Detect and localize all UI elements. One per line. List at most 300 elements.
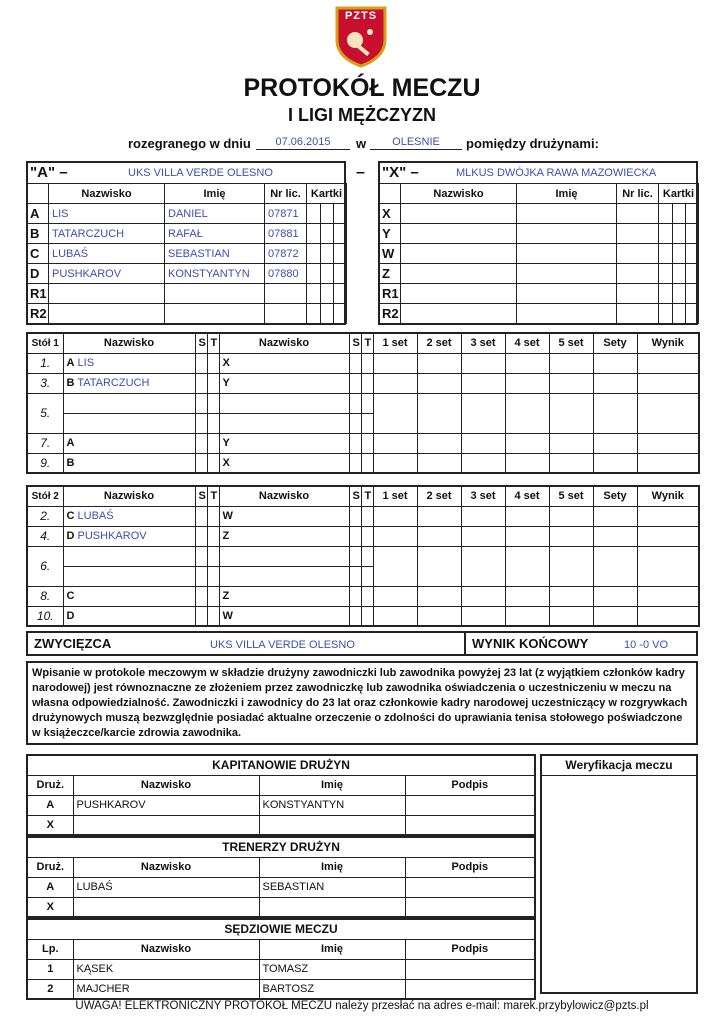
player-a-code[interactable]: B bbox=[63, 453, 195, 473]
result-cell[interactable] bbox=[637, 546, 699, 586]
sets-cell[interactable] bbox=[593, 526, 637, 546]
result-cell[interactable] bbox=[637, 453, 699, 473]
doubles-row bbox=[27, 393, 699, 413]
set-cell[interactable] bbox=[417, 506, 461, 526]
player-name[interactable]: SEBASTIAN bbox=[165, 244, 265, 264]
set-cell[interactable] bbox=[461, 453, 505, 473]
card-cell[interactable] bbox=[321, 264, 334, 284]
player-name[interactable]: KONSTYANTYN bbox=[165, 264, 265, 284]
set-cell[interactable] bbox=[505, 526, 549, 546]
captain-name[interactable]: KONSTYANTYN bbox=[259, 795, 405, 815]
t-cell[interactable] bbox=[361, 453, 373, 473]
result-cell[interactable] bbox=[637, 606, 699, 626]
card-cell[interactable] bbox=[307, 304, 321, 324]
coach-name[interactable] bbox=[259, 897, 405, 917]
result-cell[interactable] bbox=[637, 353, 699, 373]
player-a-cell[interactable] bbox=[63, 413, 195, 433]
team-code: A bbox=[27, 795, 73, 815]
card-cell[interactable] bbox=[334, 244, 347, 264]
t-cell[interactable] bbox=[207, 606, 219, 626]
set-cell[interactable] bbox=[373, 606, 417, 626]
s-cell[interactable] bbox=[349, 526, 361, 546]
team-x-row bbox=[379, 284, 699, 304]
s-cell[interactable] bbox=[349, 413, 361, 433]
s-cell[interactable] bbox=[195, 546, 207, 566]
set-cell[interactable] bbox=[461, 373, 505, 393]
captain-row bbox=[27, 815, 535, 835]
team-x-box bbox=[378, 161, 698, 325]
player-license[interactable] bbox=[617, 224, 659, 244]
player-x-code[interactable]: Z bbox=[219, 526, 349, 546]
player-surname[interactable]: LIS bbox=[49, 204, 165, 224]
player-x-code[interactable]: X bbox=[219, 353, 349, 373]
set-cell[interactable] bbox=[505, 393, 549, 433]
match-row bbox=[27, 526, 699, 546]
player-license[interactable] bbox=[617, 284, 659, 304]
s-cell[interactable] bbox=[195, 453, 207, 473]
final-result-value[interactable]: 10 -0 VO bbox=[624, 639, 669, 651]
col-surname-x: Nazwisko bbox=[219, 333, 349, 353]
captain-surname[interactable] bbox=[73, 815, 259, 835]
player-surname[interactable] bbox=[401, 204, 517, 224]
t-cell[interactable] bbox=[361, 393, 373, 413]
result-cell[interactable] bbox=[637, 373, 699, 393]
team-x-row bbox=[379, 244, 699, 264]
s-cell[interactable] bbox=[195, 566, 207, 586]
player-code: W bbox=[379, 244, 401, 264]
set-cell[interactable] bbox=[373, 546, 417, 586]
team-x-table bbox=[378, 183, 699, 324]
s-cell[interactable] bbox=[349, 453, 361, 473]
player-surname[interactable] bbox=[401, 244, 517, 264]
s-cell[interactable] bbox=[195, 373, 207, 393]
sets-cell[interactable] bbox=[593, 546, 637, 586]
s-cell[interactable] bbox=[195, 433, 207, 453]
player-surname[interactable] bbox=[401, 304, 517, 324]
t-cell[interactable] bbox=[207, 506, 219, 526]
referees-header bbox=[27, 939, 535, 959]
team-x-row bbox=[379, 204, 699, 224]
player-x-code[interactable]: Z bbox=[219, 586, 349, 606]
s-cell[interactable] bbox=[195, 393, 207, 413]
t-cell[interactable] bbox=[361, 526, 373, 546]
s-cell[interactable] bbox=[195, 586, 207, 606]
result-cell[interactable] bbox=[637, 506, 699, 526]
set-cell[interactable] bbox=[549, 353, 593, 373]
player-license[interactable] bbox=[617, 304, 659, 324]
player-a-name: LUBAŚ bbox=[77, 510, 114, 522]
col-set5: 5 set bbox=[549, 486, 593, 506]
t-cell[interactable] bbox=[207, 373, 219, 393]
player-a-cell[interactable] bbox=[63, 546, 195, 566]
team-a-row bbox=[27, 304, 347, 324]
col-team: Druż. bbox=[27, 857, 73, 877]
t-cell[interactable] bbox=[361, 566, 373, 586]
place-value: OLESNIE bbox=[392, 136, 440, 148]
captain-row bbox=[27, 795, 535, 815]
player-x-cell[interactable] bbox=[219, 546, 349, 566]
set-cell[interactable] bbox=[417, 606, 461, 626]
match-row bbox=[27, 453, 699, 473]
coach-name[interactable]: SEBASTIAN bbox=[259, 877, 405, 897]
coach-surname[interactable]: LUBAŚ bbox=[73, 877, 259, 897]
player-name[interactable] bbox=[517, 224, 617, 244]
sets-cell[interactable] bbox=[593, 373, 637, 393]
s-cell[interactable] bbox=[349, 566, 361, 586]
player-license[interactable] bbox=[265, 304, 307, 324]
player-surname[interactable]: LUBAŚ bbox=[49, 244, 165, 264]
col-surname: Nazwisko bbox=[49, 184, 165, 204]
set-cell[interactable] bbox=[373, 373, 417, 393]
signature-cell[interactable] bbox=[405, 815, 535, 835]
captain-name[interactable] bbox=[259, 815, 405, 835]
t-cell[interactable] bbox=[361, 373, 373, 393]
set-cell[interactable] bbox=[505, 546, 549, 586]
notice-box bbox=[26, 661, 698, 745]
card-cell[interactable] bbox=[686, 304, 699, 324]
card-cell[interactable] bbox=[321, 244, 334, 264]
s-cell[interactable] bbox=[195, 506, 207, 526]
col-license: Nr lic. bbox=[265, 184, 307, 204]
player-surname[interactable] bbox=[401, 264, 517, 284]
card-cell[interactable] bbox=[673, 264, 686, 284]
player-a-code: B bbox=[66, 377, 75, 389]
card-cell[interactable] bbox=[659, 244, 673, 264]
set-cell[interactable] bbox=[549, 506, 593, 526]
signature-cell[interactable] bbox=[405, 897, 535, 917]
set-cell[interactable] bbox=[461, 393, 505, 433]
team-a-name[interactable]: UKS VILLA VERDE OLESNO bbox=[128, 167, 273, 179]
page-subtitle: I LIGI MĘŻCZYZN bbox=[288, 105, 436, 125]
set-cell[interactable] bbox=[461, 433, 505, 453]
captain-surname[interactable]: PUSHKAROV bbox=[73, 795, 259, 815]
coach-surname[interactable] bbox=[73, 897, 259, 917]
player-a-cell[interactable] bbox=[63, 526, 195, 546]
player-a-cell[interactable] bbox=[63, 506, 195, 526]
winner-box bbox=[26, 631, 698, 656]
card-cell[interactable] bbox=[659, 264, 673, 284]
referee-row bbox=[27, 959, 535, 979]
s-cell[interactable] bbox=[349, 433, 361, 453]
t-cell[interactable] bbox=[207, 393, 219, 413]
table1-matches bbox=[26, 332, 700, 474]
s-cell[interactable] bbox=[195, 413, 207, 433]
set-cell[interactable] bbox=[461, 526, 505, 546]
player-license[interactable]: 07881 bbox=[265, 224, 307, 244]
card-cell[interactable] bbox=[686, 284, 699, 304]
signature-cell[interactable] bbox=[405, 877, 535, 897]
date-value: 07.06.2015 bbox=[275, 136, 331, 148]
set-cell[interactable] bbox=[373, 393, 417, 433]
player-x-code[interactable]: W bbox=[219, 606, 349, 626]
signature-cell[interactable] bbox=[405, 795, 535, 815]
col-surname-x: Nazwisko bbox=[219, 486, 349, 506]
col-set5: 5 set bbox=[549, 333, 593, 353]
col-team: Druż. bbox=[27, 775, 73, 795]
s-cell[interactable] bbox=[349, 606, 361, 626]
coach-row bbox=[27, 877, 535, 897]
set-cell[interactable] bbox=[505, 506, 549, 526]
set-cell[interactable] bbox=[505, 353, 549, 373]
s-cell[interactable] bbox=[349, 373, 361, 393]
col-sets: Sety bbox=[593, 486, 637, 506]
sets-cell[interactable] bbox=[593, 606, 637, 626]
player-surname[interactable] bbox=[49, 284, 165, 304]
card-cell[interactable] bbox=[673, 284, 686, 304]
set-cell[interactable] bbox=[549, 373, 593, 393]
result-cell[interactable] bbox=[637, 393, 699, 433]
set-cell[interactable] bbox=[461, 546, 505, 586]
player-name[interactable]: RAFAŁ bbox=[165, 224, 265, 244]
set-cell[interactable] bbox=[549, 393, 593, 433]
match-number: 7. bbox=[27, 433, 63, 453]
match-number: 10. bbox=[27, 606, 63, 626]
captains-title: KAPITANOWIE DRUŻYN bbox=[27, 755, 535, 775]
place-field[interactable] bbox=[370, 132, 462, 150]
set-cell[interactable] bbox=[417, 373, 461, 393]
t-cell[interactable] bbox=[207, 546, 219, 566]
set-cell[interactable] bbox=[373, 506, 417, 526]
player-code: R1 bbox=[379, 284, 401, 304]
date-field[interactable] bbox=[256, 132, 350, 150]
card-cell[interactable] bbox=[321, 304, 334, 324]
card-cell[interactable] bbox=[334, 284, 347, 304]
card-cell[interactable] bbox=[686, 264, 699, 284]
set-cell[interactable] bbox=[417, 546, 461, 586]
player-a-code[interactable]: C bbox=[63, 586, 195, 606]
player-x-cell[interactable] bbox=[219, 393, 349, 413]
player-name[interactable] bbox=[517, 244, 617, 264]
s-cell[interactable] bbox=[349, 393, 361, 413]
card-cell[interactable] bbox=[659, 204, 673, 224]
card-cell[interactable] bbox=[321, 284, 334, 304]
sets-cell[interactable] bbox=[593, 433, 637, 453]
between-label: pomiędzy drużynami: bbox=[466, 136, 599, 151]
table1-label: Stół 1 bbox=[27, 333, 63, 353]
t-cell[interactable] bbox=[361, 586, 373, 606]
match-row bbox=[27, 433, 699, 453]
card-cell[interactable] bbox=[334, 264, 347, 284]
set-cell[interactable] bbox=[461, 606, 505, 626]
set-cell[interactable] bbox=[549, 606, 593, 626]
col-set1: 1 set bbox=[373, 333, 417, 353]
t-cell[interactable] bbox=[361, 606, 373, 626]
set-cell[interactable] bbox=[549, 526, 593, 546]
card-cell[interactable] bbox=[307, 284, 321, 304]
team-x-name[interactable]: MLKUS DWÓJKA RAWA MAZOWIECKA bbox=[456, 167, 657, 179]
player-license[interactable]: 07871 bbox=[265, 204, 307, 224]
player-license[interactable] bbox=[617, 264, 659, 284]
coaches-title: TRENERZY DRUŻYN bbox=[27, 837, 535, 857]
team-a-box bbox=[26, 161, 346, 325]
result-cell[interactable] bbox=[637, 586, 699, 606]
set-cell[interactable] bbox=[373, 433, 417, 453]
player-license[interactable] bbox=[265, 284, 307, 304]
s-cell[interactable] bbox=[349, 586, 361, 606]
result-cell[interactable] bbox=[637, 433, 699, 453]
t-cell[interactable] bbox=[361, 353, 373, 373]
card-cell[interactable] bbox=[334, 224, 347, 244]
player-license[interactable] bbox=[617, 204, 659, 224]
referee-name[interactable]: BARTOSZ bbox=[259, 979, 405, 999]
set-cell[interactable] bbox=[417, 433, 461, 453]
referee-surname[interactable]: KĄSEK bbox=[73, 959, 259, 979]
set-cell[interactable] bbox=[549, 453, 593, 473]
set-cell[interactable] bbox=[417, 526, 461, 546]
card-cell[interactable] bbox=[307, 244, 321, 264]
s-cell[interactable] bbox=[349, 506, 361, 526]
card-cell[interactable] bbox=[686, 244, 699, 264]
sets-cell[interactable] bbox=[593, 393, 637, 433]
card-cell[interactable] bbox=[307, 224, 321, 244]
player-x-code[interactable]: X bbox=[219, 453, 349, 473]
player-surname[interactable]: PUSHKAROV bbox=[49, 264, 165, 284]
set-cell[interactable] bbox=[373, 353, 417, 373]
card-cell[interactable] bbox=[659, 304, 673, 324]
set-cell[interactable] bbox=[417, 453, 461, 473]
t-cell[interactable] bbox=[361, 413, 373, 433]
set-cell[interactable] bbox=[505, 453, 549, 473]
s-cell[interactable] bbox=[195, 353, 207, 373]
card-cell[interactable] bbox=[334, 304, 347, 324]
card-cell[interactable] bbox=[673, 244, 686, 264]
col-surname-a: Nazwisko bbox=[63, 486, 195, 506]
s-cell[interactable] bbox=[195, 526, 207, 546]
t-cell[interactable] bbox=[361, 506, 373, 526]
sets-cell[interactable] bbox=[593, 586, 637, 606]
s-cell[interactable] bbox=[349, 546, 361, 566]
result-cell[interactable] bbox=[637, 526, 699, 546]
t-cell[interactable] bbox=[207, 353, 219, 373]
set-cell[interactable] bbox=[373, 453, 417, 473]
set-cell[interactable] bbox=[373, 586, 417, 606]
t-cell[interactable] bbox=[207, 413, 219, 433]
player-a-cell[interactable] bbox=[63, 373, 195, 393]
set-cell[interactable] bbox=[417, 393, 461, 433]
player-a-code[interactable]: A bbox=[63, 433, 195, 453]
s-cell[interactable] bbox=[195, 606, 207, 626]
player-name[interactable] bbox=[517, 304, 617, 324]
card-cell[interactable] bbox=[673, 224, 686, 244]
set-cell[interactable] bbox=[505, 606, 549, 626]
player-license[interactable]: 07880 bbox=[265, 264, 307, 284]
t-cell[interactable] bbox=[207, 453, 219, 473]
player-surname[interactable]: TATARCZUCH bbox=[49, 224, 165, 244]
player-name[interactable] bbox=[517, 264, 617, 284]
card-cell[interactable] bbox=[659, 224, 673, 244]
card-cell[interactable] bbox=[307, 204, 321, 224]
col-cards: Kartki bbox=[307, 184, 347, 204]
set-cell[interactable] bbox=[505, 586, 549, 606]
player-a-code: C bbox=[66, 510, 75, 522]
player-a-code: A bbox=[66, 357, 75, 369]
team-a-row bbox=[27, 224, 347, 244]
card-cell[interactable] bbox=[686, 224, 699, 244]
card-cell[interactable] bbox=[334, 204, 347, 224]
set-cell[interactable] bbox=[417, 586, 461, 606]
referee-surname[interactable]: MAJCHER bbox=[73, 979, 259, 999]
player-name[interactable] bbox=[165, 304, 265, 324]
final-result-label: WYNIK KOŃCOWY bbox=[472, 636, 589, 651]
signature-cell[interactable] bbox=[405, 979, 535, 999]
col-set3: 3 set bbox=[461, 486, 505, 506]
col-name: Imię bbox=[259, 775, 405, 795]
player-name[interactable] bbox=[517, 204, 617, 224]
set-cell[interactable] bbox=[505, 373, 549, 393]
coaches-table bbox=[26, 836, 536, 918]
player-a-cell[interactable] bbox=[63, 393, 195, 413]
player-name[interactable] bbox=[517, 284, 617, 304]
match-number: 8. bbox=[27, 586, 63, 606]
set-cell[interactable] bbox=[461, 506, 505, 526]
col-set4: 4 set bbox=[505, 486, 549, 506]
set-cell[interactable] bbox=[549, 433, 593, 453]
player-name[interactable]: DANIEL bbox=[165, 204, 265, 224]
player-x-cell[interactable] bbox=[219, 566, 349, 586]
pzts-logo bbox=[335, 6, 387, 68]
sets-cell[interactable] bbox=[593, 453, 637, 473]
card-cell[interactable] bbox=[659, 284, 673, 304]
coach-row bbox=[27, 897, 535, 917]
t-cell[interactable] bbox=[207, 566, 219, 586]
player-surname[interactable] bbox=[401, 224, 517, 244]
card-cell[interactable] bbox=[321, 204, 334, 224]
set-cell[interactable] bbox=[461, 586, 505, 606]
card-cell[interactable] bbox=[307, 264, 321, 284]
player-x-code[interactable]: Y bbox=[219, 433, 349, 453]
card-cell[interactable] bbox=[673, 204, 686, 224]
player-x-cell[interactable] bbox=[219, 413, 349, 433]
team-code: X bbox=[27, 815, 73, 835]
signature-cell[interactable] bbox=[405, 959, 535, 979]
match-number: 1. bbox=[27, 353, 63, 373]
winner-value[interactable]: UKS VILLA VERDE OLESNO bbox=[210, 639, 355, 651]
player-x-code[interactable]: W bbox=[219, 506, 349, 526]
t-cell[interactable] bbox=[207, 526, 219, 546]
player-license[interactable]: 07872 bbox=[265, 244, 307, 264]
s-cell[interactable] bbox=[349, 353, 361, 373]
player-a-cell[interactable] bbox=[63, 353, 195, 373]
player-a-cell[interactable] bbox=[63, 566, 195, 586]
set-cell[interactable] bbox=[549, 586, 593, 606]
set-cell[interactable] bbox=[417, 353, 461, 373]
set-cell[interactable] bbox=[505, 433, 549, 453]
set-cell[interactable] bbox=[461, 353, 505, 373]
player-surname[interactable] bbox=[49, 304, 165, 324]
player-surname[interactable] bbox=[401, 284, 517, 304]
t-cell[interactable] bbox=[361, 546, 373, 566]
card-cell[interactable] bbox=[673, 304, 686, 324]
card-cell[interactable] bbox=[686, 204, 699, 224]
player-name[interactable] bbox=[165, 284, 265, 304]
player-license[interactable] bbox=[617, 244, 659, 264]
team-a-label: "A" – bbox=[30, 164, 68, 181]
coaches-header bbox=[27, 857, 535, 877]
sets-cell[interactable] bbox=[593, 353, 637, 373]
played-label: rozegranego w dniu bbox=[128, 136, 251, 151]
t-cell[interactable] bbox=[207, 586, 219, 606]
referee-name[interactable]: TOMASZ bbox=[259, 959, 405, 979]
verification-box[interactable] bbox=[540, 754, 698, 994]
sets-cell[interactable] bbox=[593, 506, 637, 526]
player-a-code[interactable]: D bbox=[63, 606, 195, 626]
set-cell[interactable] bbox=[549, 546, 593, 586]
card-cell[interactable] bbox=[321, 224, 334, 244]
t-cell[interactable] bbox=[207, 433, 219, 453]
t-cell[interactable] bbox=[361, 433, 373, 453]
player-x-code[interactable]: Y bbox=[219, 373, 349, 393]
set-cell[interactable] bbox=[373, 526, 417, 546]
